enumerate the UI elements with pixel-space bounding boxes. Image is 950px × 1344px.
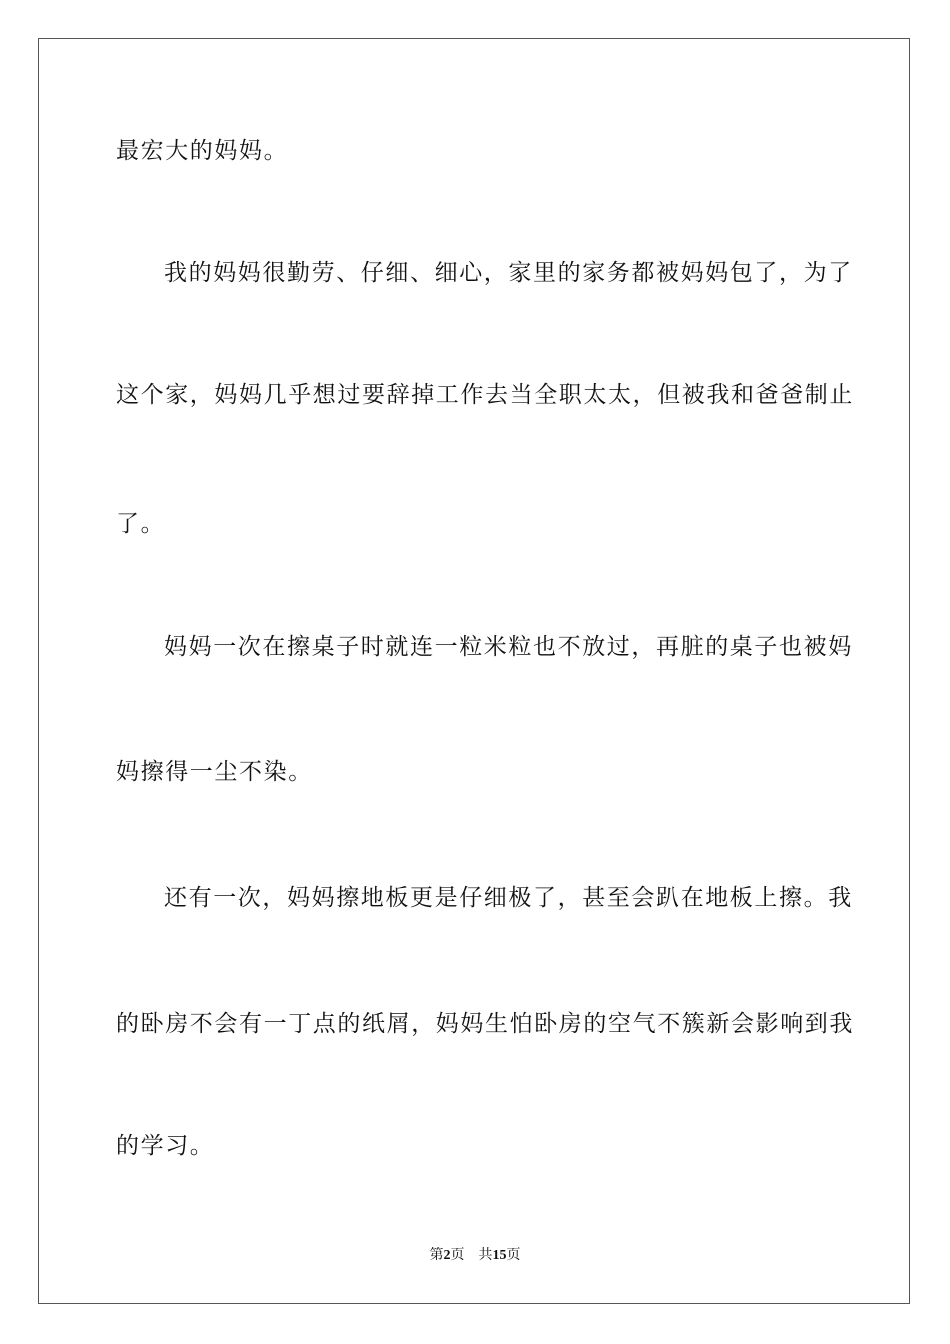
text-line: 妈擦得一尘不染。 bbox=[116, 759, 313, 785]
total-pages: 15 bbox=[492, 1248, 507, 1263]
text-line: 最宏大的妈妈。 bbox=[116, 138, 289, 164]
page-prefix: 第 bbox=[429, 1247, 444, 1263]
page-footer bbox=[0, 1246, 950, 1265]
text-line: 这个家，妈妈几乎想过要辞掉工作去当全职太太，但被我和爸爸制止 bbox=[116, 382, 854, 408]
text-line: 了。 bbox=[116, 511, 166, 537]
page-suffix: 页 bbox=[450, 1247, 465, 1263]
page-border bbox=[38, 38, 910, 1304]
page-number: 2 bbox=[443, 1248, 451, 1263]
total-prefix: 共 bbox=[478, 1247, 493, 1263]
total-suffix: 页 bbox=[506, 1247, 521, 1263]
paragraph-start-line: 还有一次，妈妈擦地板更是仔细极了，甚至会趴在地板上擦。我 bbox=[164, 885, 853, 911]
paragraph-start-line: 妈妈一次在擦桌子时就连一粒米粒也不放过，再脏的桌子也被妈 bbox=[164, 634, 853, 660]
text-line: 的学习。 bbox=[116, 1133, 215, 1159]
text-line: 的卧房不会有一丁点的纸屑，妈妈生怕卧房的空气不簇新会影响到我 bbox=[116, 1011, 854, 1037]
paragraph-start-line: 我的妈妈很勤劳、仔细、细心，家里的家务都被妈妈包了，为了 bbox=[164, 260, 853, 286]
